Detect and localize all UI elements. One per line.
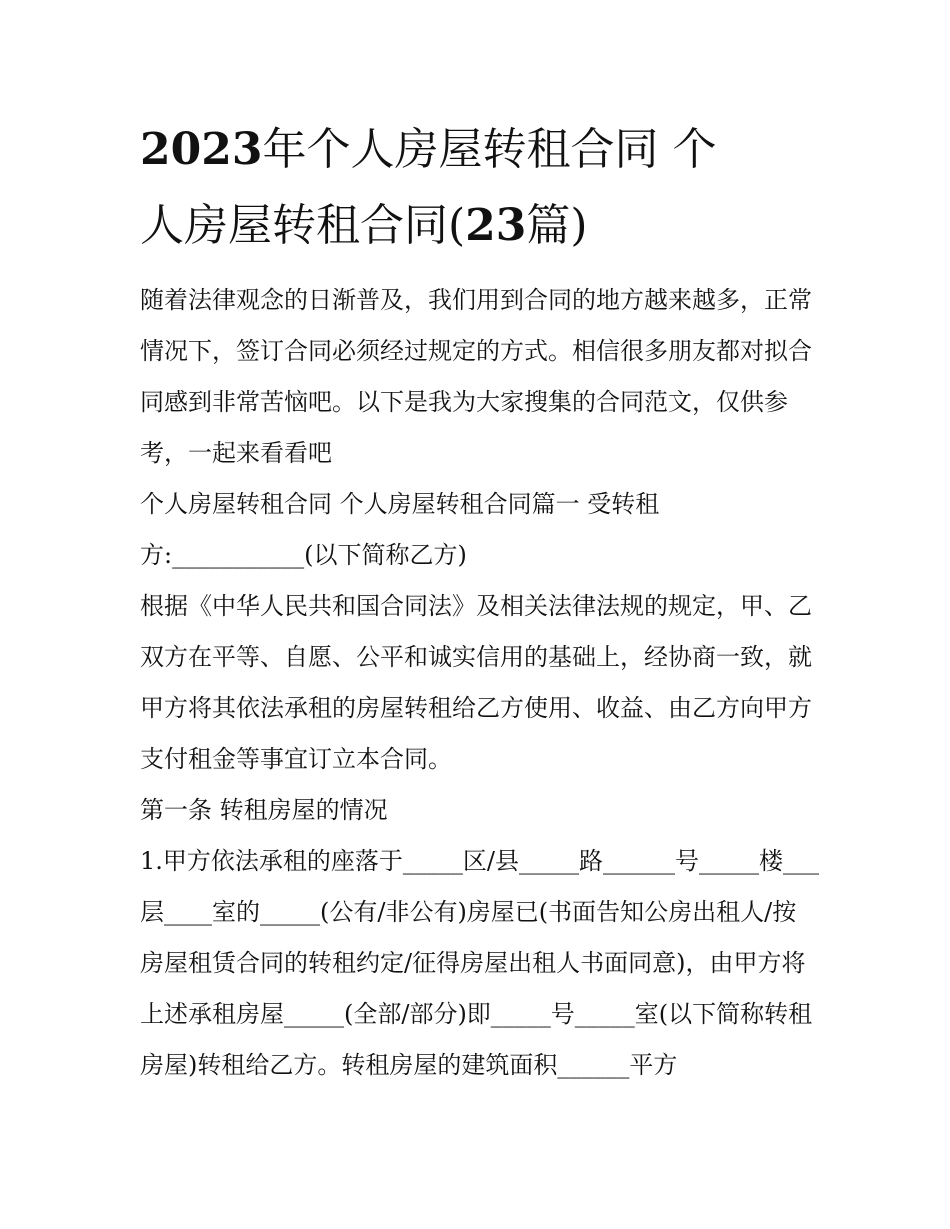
contract-heading: 个人房屋转租合同 个人房屋转租合同篇一 受转租: [140, 490, 660, 518]
intro-paragraph: 随着法律观念的日渐普及，我们用到合同的地方越来越多，正常情况下，签订合同必须经过规定的方式。相信很多朋友都对拟合同感到非常苦恼吧。以下是我为大家搜集的合同范文，仅供参考，一起来看看吧: [140, 286, 812, 467]
title-count: 23: [465, 200, 527, 251]
title-line1: 年个人房屋转租合同 个: [262, 124, 717, 175]
title-line2: 人房屋转租合同(: [140, 200, 466, 251]
document-body: [140, 275, 820, 1091]
clause-one-paragraph: 1.甲方依法承租的座落于_____区/县_____路______号_____楼___层____室的_____(公有/非公有)房屋已(书面告知公房出租人/按房屋租赁合同的转租约定/征得房屋出租人书面同意)，由甲方将上述承租房屋_____(全部/部分)即_____号_____室(以下简称转租房屋)转租给乙方。转租房屋的建筑面积______平方: [140, 847, 819, 1079]
document-title: [140, 112, 820, 264]
article-one-heading: 第一条 转租房屋的情况: [140, 796, 388, 824]
sublessee-line: 方:___________(以下简称乙方): [140, 541, 467, 569]
title-line2-end: 篇): [526, 200, 588, 251]
preamble-paragraph: 根据《中华人民共和国合同法》及相关法律法规的规定，甲、乙双方在平等、自愿、公平和诚实信用的基础上，经协商一致，就甲方将其依法承租的房屋转租给乙方使用、收益、由乙方向甲方支付租金等事宜订立本合同。: [140, 592, 812, 773]
title-year: 2023: [140, 124, 263, 175]
